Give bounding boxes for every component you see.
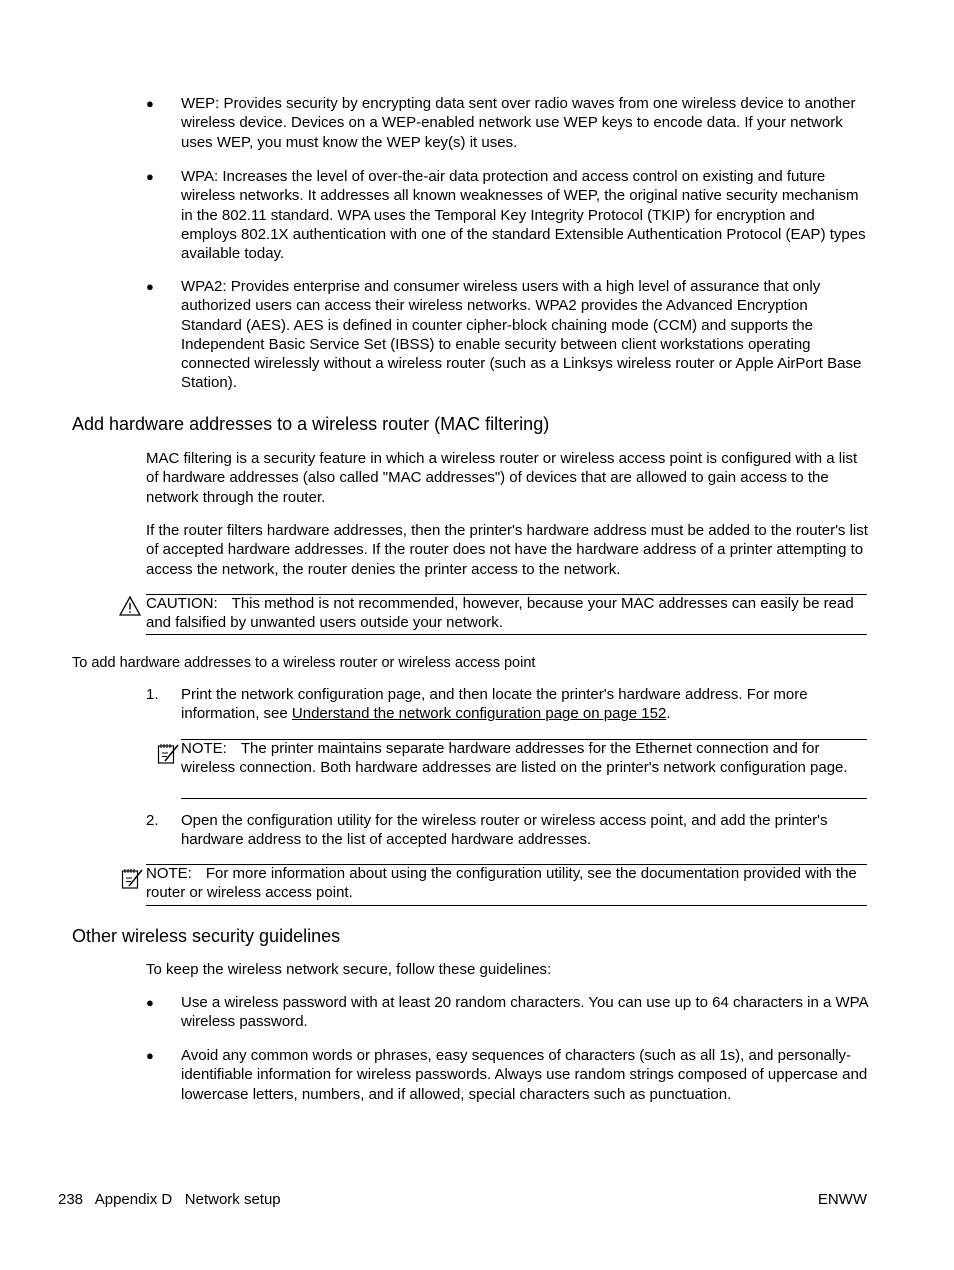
step-number: 1. <box>146 686 159 703</box>
note-text: The printer maintains separate hardware addresses for the Ethernet connection and for wireless connection. Both hardware addresses are listed on the printer's network configuration page. <box>181 740 848 777</box>
list-item <box>146 167 868 263</box>
footer-right: ENWW <box>817 1191 867 1208</box>
note-text: For more information about using the configuration utility, see the documentation provided with the router or wireless access point. <box>146 865 857 902</box>
bullet-icon: ● <box>146 169 154 184</box>
bullet-icon: ● <box>146 1048 154 1063</box>
section-heading: Add hardware addresses to a wireless router (MAC filtering) <box>72 414 550 434</box>
paragraph: To keep the wireless network secure, follow these guidelines: <box>146 961 552 978</box>
procedure-heading: To add hardware addresses to a wireless router or wireless access point <box>72 655 536 671</box>
step-number: 2. <box>146 812 159 829</box>
step-text: Open the configuration utility for the wireless router or wireless access point, and add the printer's hardware address to the list of accepted hardware addresses. <box>181 812 828 849</box>
page-number: 238 <box>58 1191 84 1208</box>
list-item <box>146 277 868 393</box>
caution-box <box>146 594 868 633</box>
list-item <box>146 94 868 152</box>
bullet-icon: ● <box>146 96 154 111</box>
section-heading: Other wireless security guidelines <box>72 926 341 946</box>
note-box <box>146 864 868 903</box>
paragraph: MAC filtering is a security feature in which a wireless router or wireless access point is configured with a list of hardware addresses (also called "MAC addresses") of devices that are allowed to gain access to the network through the router. <box>146 450 858 506</box>
bullet-icon: ● <box>146 995 154 1010</box>
step1-text: Print the network configuration page, and then locate the printer's hardware address. For more information, see <box>181 686 808 723</box>
note2-bottom-rule <box>146 905 867 906</box>
footer-left <box>58 1191 281 1208</box>
network-config-page-link[interactable]: Understand the network configuration page on page 152 <box>291 705 667 723</box>
bullet-text: Avoid any common words or phrases, easy sequences of characters (such as all 1s), and personally-identifiable information for wireless passwords. Always use random strings composed of uppercase and lowercase letters, numbers, and if allowed, special characters such as punctuation. <box>181 1047 868 1103</box>
list-item <box>146 1046 868 1104</box>
step-text <box>181 685 867 724</box>
caution-bottom-rule <box>146 634 867 635</box>
note-label: NOTE: <box>146 865 192 882</box>
note-box <box>181 739 867 778</box>
footer-section: Appendix D Network setup <box>94 1191 281 1208</box>
bullet-icon: ● <box>146 279 154 294</box>
bullet-text: WPA: Increases the level of over-the-air data protection and access control on existing and future wireless networks. It addresses all known weaknesses of WEP, the original native security mechanism in the 802.11 standard. WPA uses the Temporal Key Integrity Protocol (TKIP) for encryption and employs 802.1X authentication with one of the standard Extensible Authentication Protocol (EAP) types available today. <box>181 168 866 263</box>
bullet-text: WEP: Provides security by encrypting data sent over radio waves from one wireless device to another wireless device. Devices on a WEP-enabled network use WEP keys to encode data. If your network uses WEP, you must know the WEP key(s) it uses. <box>181 95 856 151</box>
paragraph: If the router filters hardware addresses, then the printer's hardware address must be added to the router's list of accepted hardware addresses. If the router does not have the hardware address of a printer attempting to access the network, the router denies the printer access to the network. <box>146 522 868 578</box>
bullet-text: WPA2: Provides enterprise and consumer wireless users with a high level of assurance that only authorized users can access their wireless networks. WPA2 provides the Advanced Encryption Standard (AES). AES is defined in counter cipher-block chaining mode (CCM) and supports the Independent Basic Service Set (IBSS) to enable security between client workstations operating connected wirelessly without a wireless router (such as a Linksys wireless router or Apple AirPort Base Station). <box>181 278 862 392</box>
warning-triangle-icon <box>119 596 141 616</box>
note-pad-icon <box>156 741 180 765</box>
bullet-text: Use a wireless password with at least 20 random characters. You can use up to 64 characters in a WPA wireless password. <box>181 994 868 1031</box>
note-pad-icon <box>120 866 144 890</box>
note-label: NOTE: <box>181 740 227 757</box>
caution-label: CAUTION: <box>146 595 218 612</box>
caution-text: This method is not recommended, however, because your MAC addresses can easily be read and falsified by unwanted users outside your network. <box>146 595 854 632</box>
note1-bottom-rule <box>181 798 867 799</box>
list-item <box>146 993 868 1032</box>
step1-end: . <box>666 705 671 723</box>
